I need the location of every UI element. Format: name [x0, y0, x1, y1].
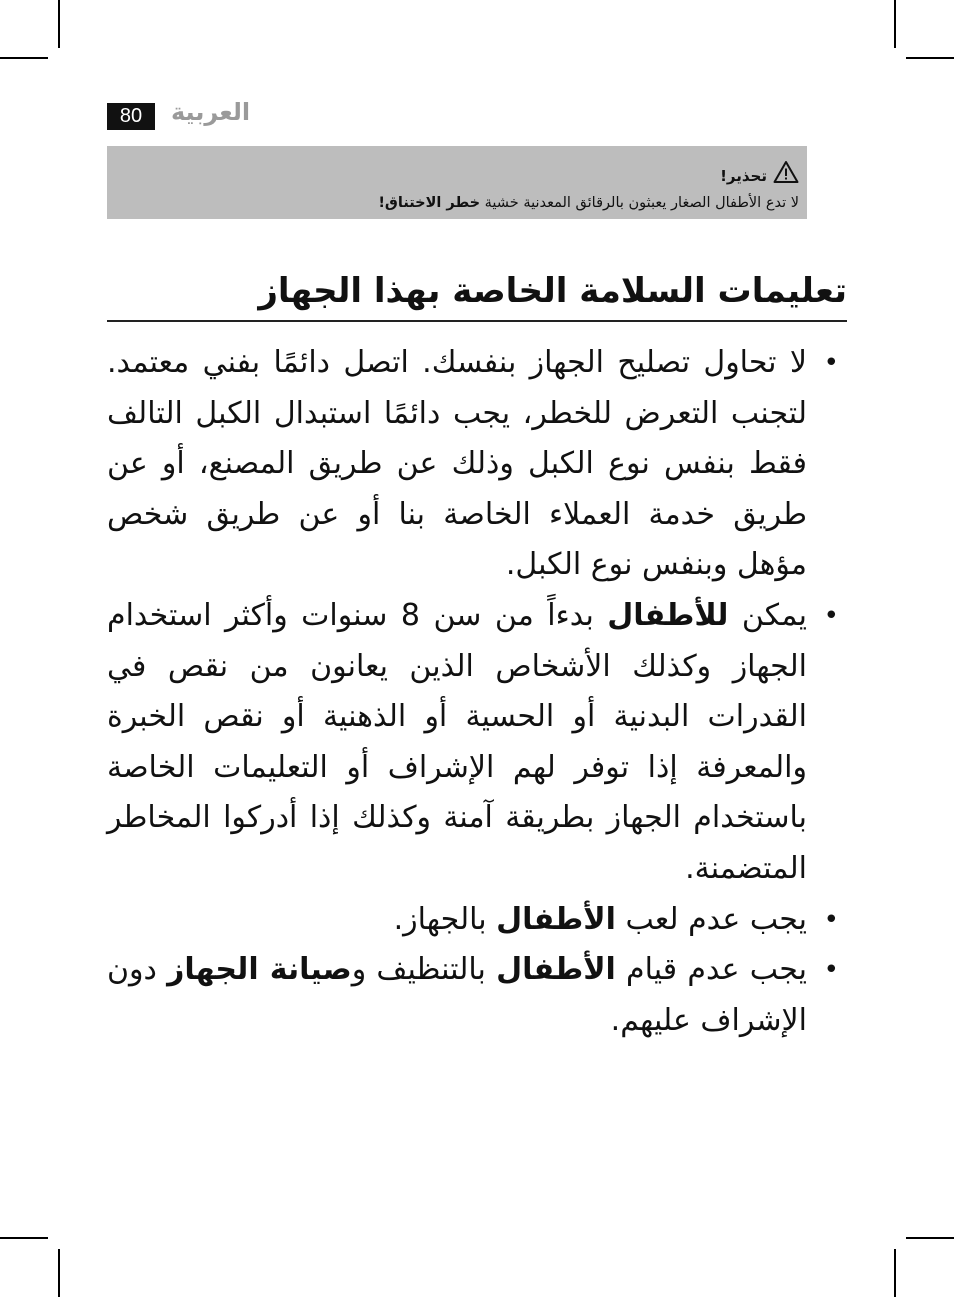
page-header — [107, 100, 277, 132]
crop-mark — [894, 0, 896, 48]
list-item — [107, 895, 847, 946]
item-text: يمكن — [728, 597, 807, 633]
item-bold: للأطفال — [607, 597, 729, 633]
warning-text-regular: لا تدع الأطفال الصغار يعبثون بالرقائق المعدنية خشية — [480, 195, 799, 211]
crop-mark — [58, 0, 60, 48]
crop-mark — [0, 1237, 48, 1239]
item-bold: الأطفال — [496, 901, 616, 937]
item-text: يجب عدم قيام — [615, 952, 807, 988]
crop-mark — [906, 1237, 954, 1239]
item-bold: الأطفال — [496, 952, 616, 988]
item-text: يجب عدم لعب — [615, 901, 807, 937]
item-text: دون الإشراف عليهم. — [107, 952, 807, 1038]
list-item — [107, 591, 847, 895]
safety-instructions-list — [107, 338, 847, 1046]
warning-title: تحذير! — [720, 166, 767, 185]
language-label: العربية — [171, 98, 251, 126]
list-item — [107, 338, 847, 591]
item-text: بدءاً من سن 8 سنوات وأكثر استخدام الجهاز وكذلك الأشخاص الذين يعانون من نقص في القدرات البدنية أو الحسية أو الذهنية أو نقص الخبرة والمعرفة إذا توفر لهم الإشراف أو التعليمات الخاصة باستخدام الجهاز بطريقة آمنة وكذلك إذا أدركوا المخاطر المتضمنة. — [107, 597, 807, 886]
warning-triangle-icon — [773, 160, 799, 191]
crop-mark — [58, 1249, 60, 1297]
item-text: بالتنظيف و — [351, 952, 497, 988]
warning-text — [115, 191, 799, 215]
item-bold: صيانة الجهاز — [167, 952, 352, 988]
crop-mark — [0, 57, 48, 59]
list-item — [107, 945, 847, 1046]
item-text: بالجهاز. — [393, 901, 497, 937]
section-title: تعليمات السلامة الخاصة بهذا الجهاز — [107, 266, 847, 322]
warning-heading — [115, 160, 799, 191]
crop-mark — [894, 1249, 896, 1297]
crop-mark — [906, 57, 954, 59]
warning-box — [107, 146, 807, 219]
item-text: لا تحاول تصليح الجهاز بنفسك. اتصل دائمًا بفني معتمد. لتجنب التعرض للخطر، يجب دائمًا استبدال الكبل التالف فقط بنفس نوع الكبل وذلك عن طريق المصنع، أو عن طريق خدمة العملاء الخاصة بنا أو عن طريق شخص مؤهل وبنفس نوع الكبل. — [107, 345, 807, 583]
warning-text-bold: خطر الاختناق! — [378, 195, 481, 211]
page-number: 80 — [107, 103, 155, 130]
